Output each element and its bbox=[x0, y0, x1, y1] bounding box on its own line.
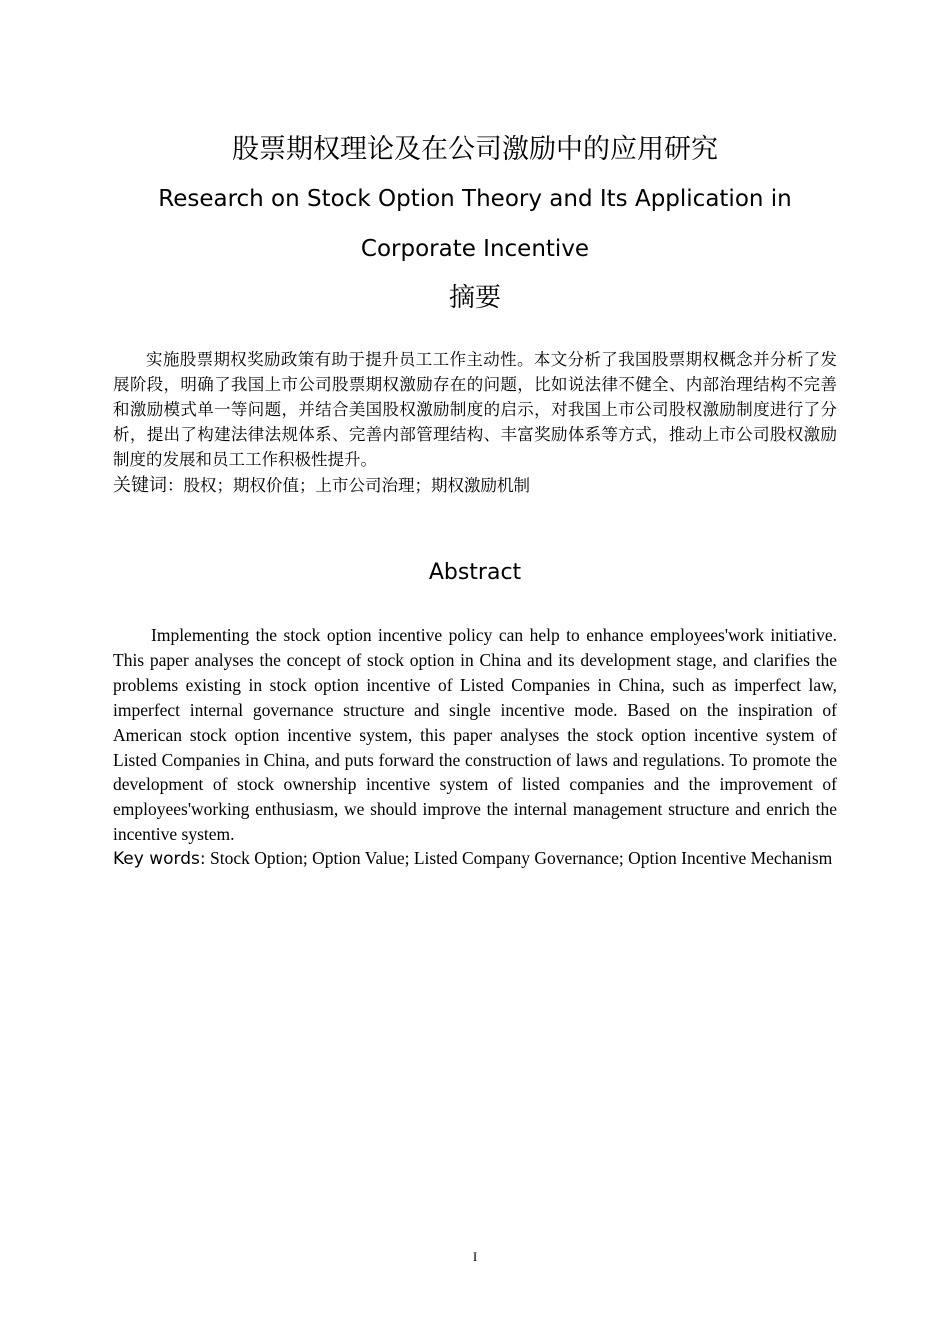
keywords-label-english: Key words: bbox=[113, 849, 206, 869]
paper-title-chinese: 股票期权理论及在公司激励中的应用研究 bbox=[232, 134, 718, 165]
keywords-list-english: Stock Option; Option Value; Listed Company Governance; Option Incentive Mechanism bbox=[205, 848, 833, 868]
keywords-english bbox=[113, 846, 837, 872]
abstract-heading-chinese: 摘要 bbox=[448, 283, 501, 313]
abstract-body-chinese: 实施股票期权奖励政策有助于提升员工工作主动性。本文分析了我国股票期权概念并分析了发展阶段，明确了我国上市公司股票期权激励存在的问题，比如说法律不健全、内部治理结构不完善和激励模式单一等问题，并结合美国股权激励制度的启示，对我国上市公司股权激励制度进行了分析，提出了构建法律法规体系、完善内部管理结构、丰富奖励体系等方式，推动上市公司股权激励制度的发展和员工工作积极性提升。 bbox=[113, 350, 837, 469]
keywords-chinese bbox=[113, 473, 837, 498]
abstract-body-english: Implementing the stock option incentive policy can help to enhance employees'work initiative. This paper analyses the concept of stock option in China and its development stage, and clarifies the problems existing in stock option incentive of Listed Companies in China, such as imperfect law, imperfect internal governance structure and single incentive mode. Based on the inspiration of American stock option incentive system, this paper analyses the stock option incentive system of Listed Companies in China, and puts forward the construction of laws and regulations. To promote the development of stock ownership incentive system of listed companies and the improvement of employees'working enthusiasm, we should improve the internal management structure and enrich the incentive system. bbox=[113, 625, 837, 845]
keywords-label-chinese: 关键词 bbox=[113, 475, 167, 496]
paper-title-english: Research on Stock Option Theory and Its Application in Corporate Incentive bbox=[158, 186, 792, 262]
page-number: I bbox=[472, 1249, 478, 1264]
abstract-heading-english: Abstract bbox=[428, 560, 522, 585]
keywords-list-chinese: ：股权；期权价值；上市公司治理；期权激励机制 bbox=[167, 476, 530, 495]
